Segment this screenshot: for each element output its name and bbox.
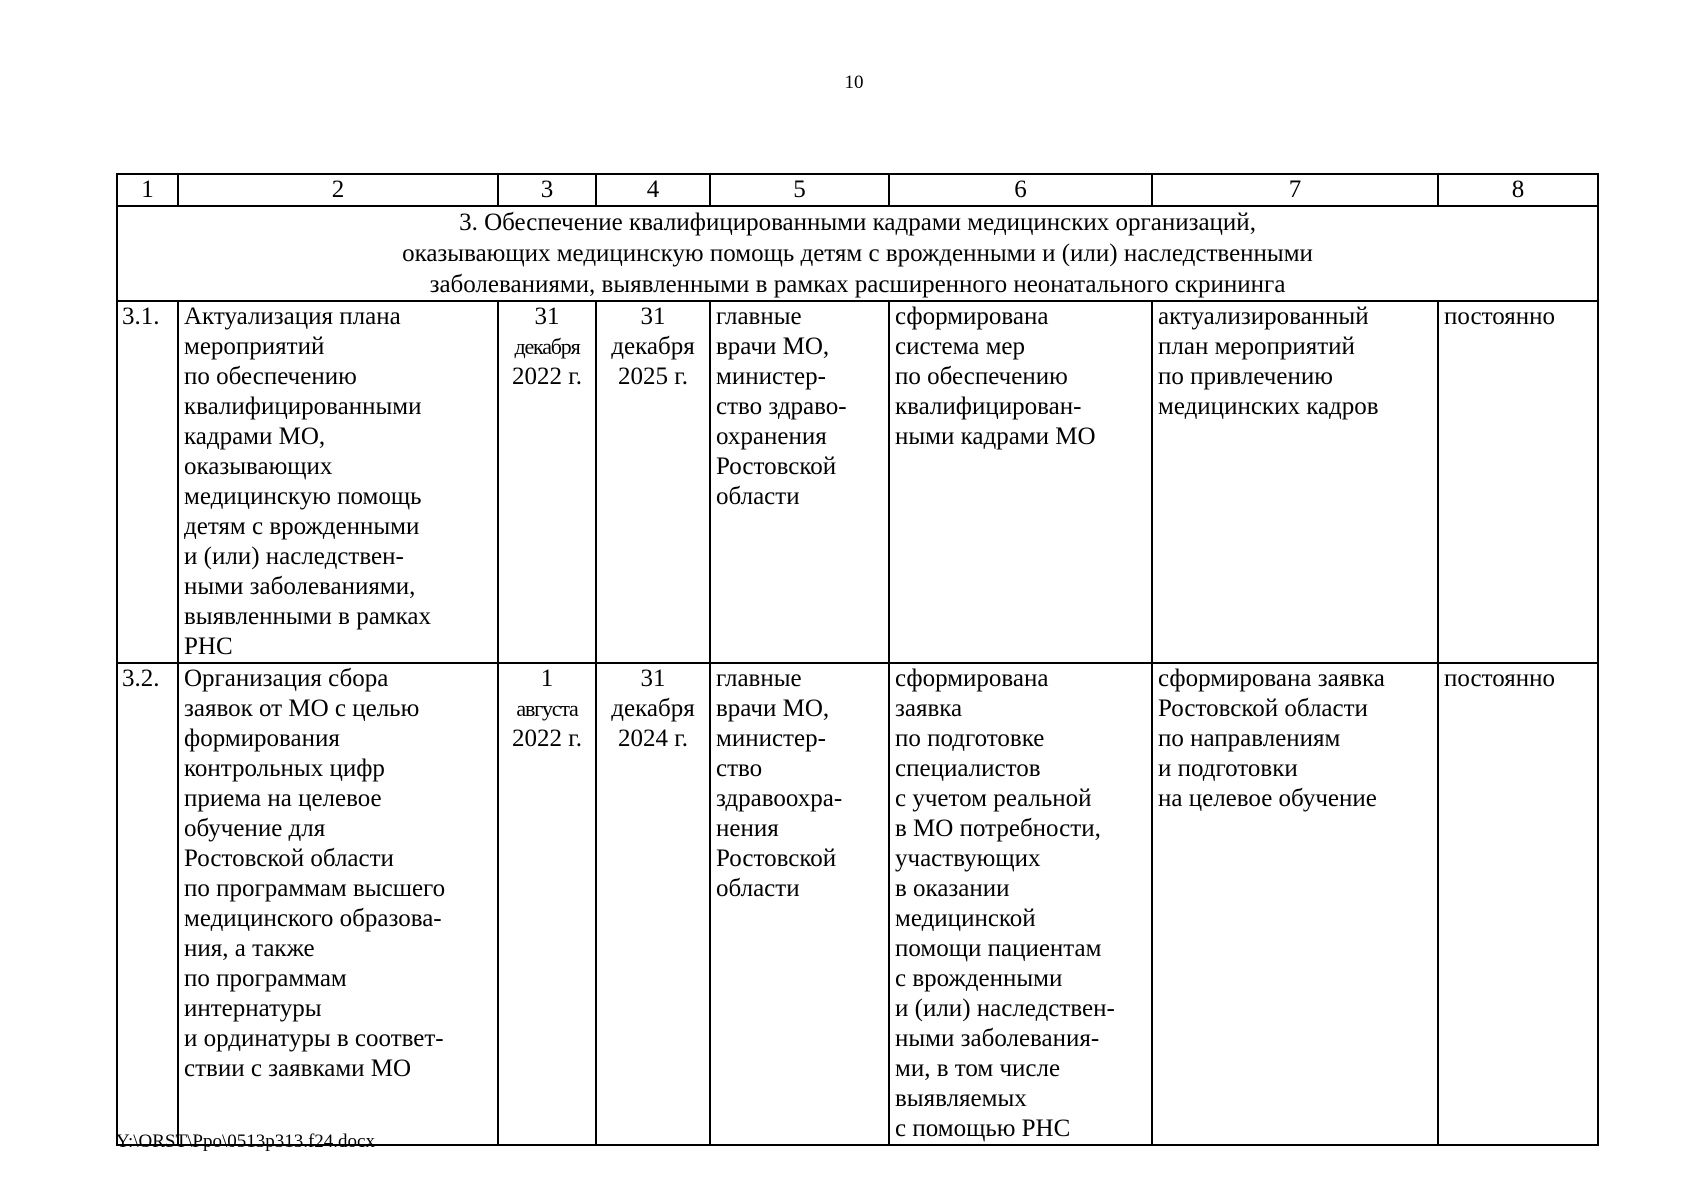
column-header-7: 7 [1152,174,1438,206]
start-date [498,301,596,663]
start-month: декабря [514,334,580,359]
column-header-5: 5 [710,174,889,206]
column-header-1: 1 [117,174,178,206]
periodicity: постоянно [1438,301,1598,663]
column-header-3: 3 [498,174,596,206]
end-day: 31 [640,303,666,330]
measure-name: Организация сбора заявок от МО с целью формирования контрольных цифр приема на целевое обучение для Ростовской области по программам высшего медицинского образова- ния, а также по программам интернатуры и ординатуры в соответ- ствии с заявками МО [178,663,498,1145]
end-date [596,301,710,663]
start-year: 2022 г. [512,363,582,390]
row-number: 3.2. [117,663,178,1145]
expected-result: сформирована система мер по обеспечению квалифицирован- ными кадрами МО [889,301,1152,663]
end-month: декабря [611,333,695,360]
end-month: декабря [611,695,695,722]
periodicity: постоянно [1438,663,1598,1145]
start-month: августа [516,696,578,721]
start-year: 2022 г. [512,725,582,752]
column-header-4: 4 [596,174,710,206]
table-row [117,663,1598,1145]
file-path-footer: Y:\ORST\Ppo\0513p313.f24.docx [116,1131,375,1152]
start-day: 1 [540,665,554,692]
measure-name: Актуализация плана мероприятий по обеспечению квалифицированными кадрами МО, оказывающих медицинскую помощь детям с врожденными и (или) наследствен- ными заболеваниями, выявленными в рамках РНС [178,301,498,663]
measures-table [116,173,1599,1146]
row-number: 3.1. [117,301,178,663]
end-date [596,663,710,1145]
column-number-row [117,174,1598,206]
start-date [498,663,596,1145]
start-day: 31 [534,303,560,330]
end-year: 2025 г. [618,363,688,390]
section-row [117,206,1598,301]
end-day: 31 [640,665,666,692]
responsible-executors: главные врачи МО, министер- ство здраво- охранения Ростовской области [710,301,889,663]
column-header-2: 2 [178,174,498,206]
result-document: актуализированный план мероприятий по привлечению медицинских кадров [1152,301,1438,663]
section-title: 3. Обеспечение квалифицированными кадрами медицинских организаций, оказывающих медицинскую помощь детям с врожденными и (или) наследственными заболеваниями, выявленными в рамках расширенного неонатального скрининга [117,206,1598,301]
responsible-executors: главные врачи МО, министер- ство здравоохра- нения Ростовской области [710,663,889,1145]
column-header-8: 8 [1438,174,1598,206]
result-document: сформирована заявка Ростовской области по направлениям и подготовки на целевое обучение [1152,663,1438,1145]
expected-result: сформирована заявка по подготовке специалистов с учетом реальной в МО потребности, участвующих в оказании медицинской помощи пациентам с врожденными и (или) наследствен- ными заболевания- ми, в том числе выявляемых с помощью РНС [889,663,1152,1145]
table-row [117,301,1598,663]
page-number: 10 [844,72,864,93]
column-header-6: 6 [889,174,1152,206]
end-year: 2024 г. [618,725,688,752]
